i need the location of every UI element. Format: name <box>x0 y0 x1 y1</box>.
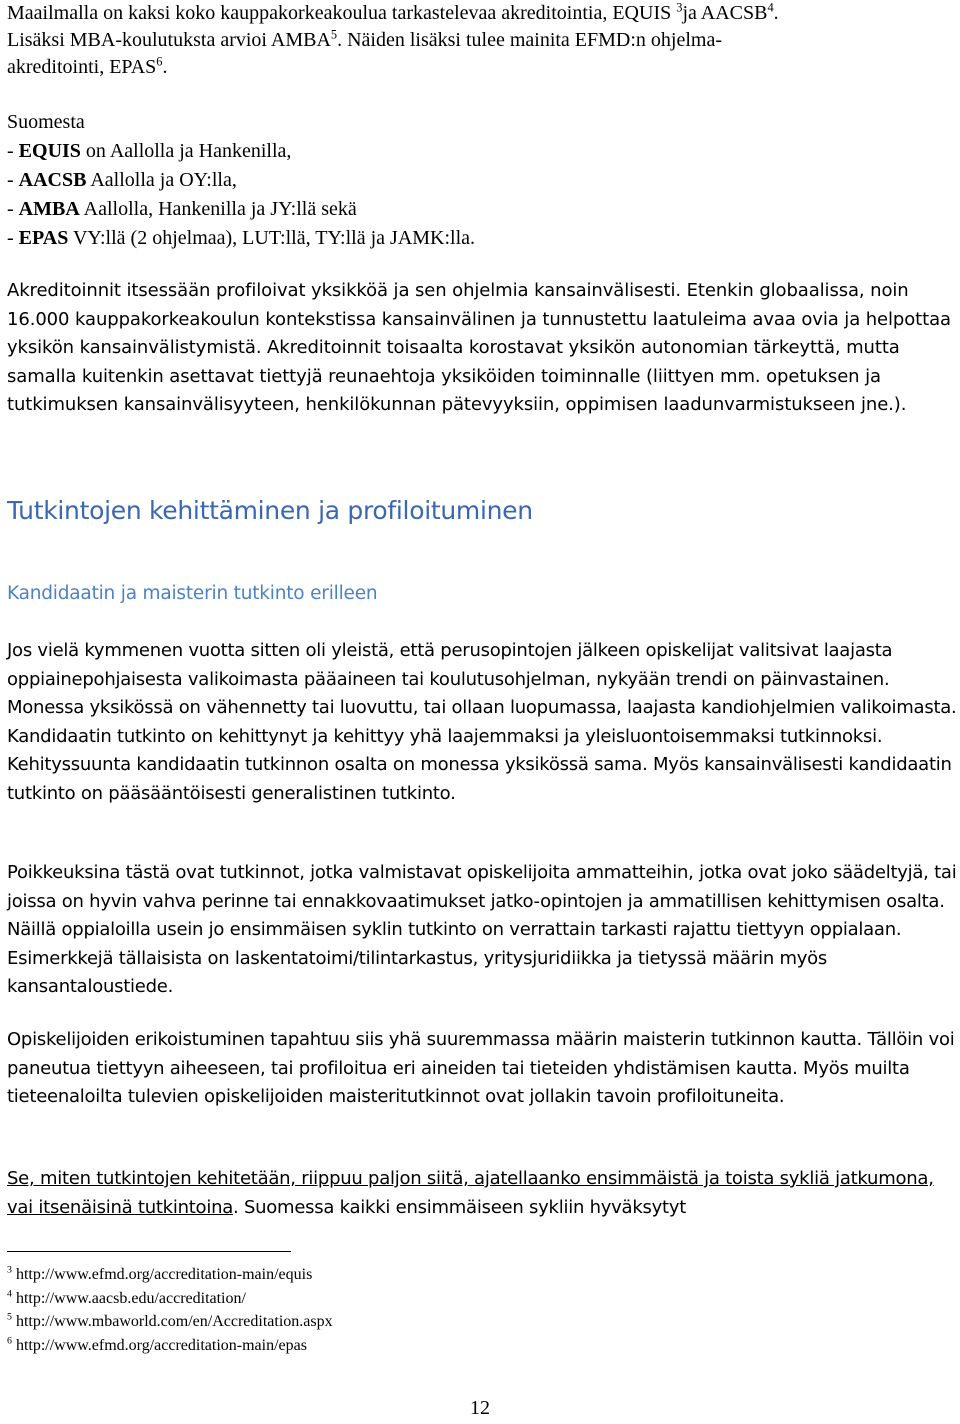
footnote-link[interactable]: http://www.aacsb.edu/accreditation/ <box>11 1289 246 1307</box>
paragraph-text: . Suomessa kaikki ensimmäiseen sykliin hyväksytyt <box>233 1196 687 1218</box>
footnote-link[interactable]: http://www.efmd.org/accreditation-main/equis <box>11 1266 313 1283</box>
subsection-heading: Kandidaatin ja maisterin tutkinto erilleen <box>7 583 378 604</box>
intro-text: ja AACSB <box>682 2 768 24</box>
list-item: - EQUIS on Aallolla ja Hankenilla, <box>7 140 292 162</box>
footnote-number: 6 <box>7 1335 12 1347</box>
footnote <box>7 1310 333 1334</box>
footnote-divider <box>7 1251 291 1252</box>
list-item: - AACSB Aallolla ja OY:lla, <box>7 169 237 191</box>
footnote-number: 4 <box>7 1288 12 1300</box>
footnote-number: 3 <box>7 1264 12 1276</box>
intro-text: akreditointi, EPAS <box>7 56 157 78</box>
footnote <box>7 1334 333 1358</box>
intro-text: . <box>162 56 168 78</box>
finland-accreditation-list <box>7 108 475 253</box>
list-item: - AMBA Aallolla, Hankenilla ja JY:llä sekä <box>7 198 357 220</box>
list-heading: Suomesta <box>7 111 85 133</box>
footnote-link[interactable]: http://www.mbaworld.com/en/Accreditation.aspx <box>11 1313 333 1330</box>
accreditation-name: EPAS <box>18 227 69 249</box>
accreditation-name: EQUIS <box>18 140 81 162</box>
page-number: 12 <box>470 1397 490 1419</box>
intro-text: Lisäksi MBA-koulutuksta arvioi AMBA <box>7 29 331 51</box>
specialization-paragraph: Opiskelijoiden erikoistuminen tapahtuu siis yhä suuremmassa määrin maisterin tutkinnon kautta. Tällöin voi paneutua tiettyyn aiheeseen, tai profiloitua eri aineiden tai tieteiden yhdistämisen kautta. Myös muilta tieteenaloilta tulevien opiskelijoiden maisteritutkinnot ovat jollakin tavoin profiloituneita. <box>7 1029 955 1107</box>
footnotes <box>7 1263 333 1357</box>
footnote-link[interactable]: http://www.efmd.org/accreditation-main/epas <box>11 1336 307 1354</box>
underlined-text: Se, miten tutkintojen kehitetään, riippuu paljon siitä, ajatellaanko ensimmäistä ja toista sykliä jatkumona, vai itsenäisinä tutkintoina <box>7 1168 934 1218</box>
accreditation-name: AACSB <box>18 169 87 191</box>
exceptions-paragraph: Poikkeuksina tästä ovat tutkinnot, jotka valmistavat opiskelijoita ammatteihin, jotka ovat joko säädeltyjä, tai joissa on hyvin vahva perinne tai ennakkovaatimukset jatko-opintojen ja ammatillisen kehittymisen osalta. Näillä oppialoilla usein jo ensimmäisen syklin tutkinto on verrattain tarkasti rajattu tiettyyn oppialaan. Esimerkkejä tällaisista on laskentatoimi/tilintarkastus, yritysjuridiikka ja tietyssä määrin myös kansantaloustiede. <box>7 862 957 997</box>
accreditation-paragraph: Akreditoinnit itsessään profiloivat yksikköä ja sen ohjelmia kansainvälisesti. Etenkin globaalissa, noin 16.000 kauppakorkeakoulun kontekstissa kansainvälinen ja tunnustettu laatuleima avaa ovia ja helpottaa yksikön kansainvälistymistä. Akreditoinnit toisaalta korostavat yksikön autonomian tärkeyttä, mutta samalla kuitenkin asettavat tiettyjä reunaehtoja yksiköiden toiminnalle (liittyen mm. opetuksen ja tutkimuksen kansainvälisyyteen, henkilökunnan pätevyyksiin, oppimisen laadunvarmistukseen jne.). <box>7 280 951 415</box>
last-paragraph <box>7 1165 959 1222</box>
footnote <box>7 1287 333 1311</box>
intro-text: . <box>773 2 779 24</box>
degrees-paragraph: Jos vielä kymmenen vuotta sitten oli yleistä, että perusopintojen jälkeen opiskelijat valitsivat laajasta oppiainepohjaisesta valikoimasta pääaineen tai koulutusohjelman, nykyään trendi on päinvastainen. Monessa yksikössä on vähennetty tai luovuttu, tai ollaan luopumassa, laajasta kandiohjelmien valikoimasta. Kandidaatin tutkinto on kehittynyt ja kehittyy yhä laajemmaksi ja yleisluontoisemmaksi tutkinnoksi. Kehityssuunta kandidaatin tutkinnon osalta on monessa yksikössä sama. Myös kansainvälisesti kandidaatin tutkinto on pääsääntöisesti generalistinen tutkinto. <box>7 640 957 804</box>
footnote-ref: 5 <box>330 27 338 42</box>
intro-text: . Näiden lisäksi tulee mainita EFMD:n ohjelma- <box>337 29 723 51</box>
list-item: - EPAS VY:llä (2 ohjelmaa), LUT:llä, TY:llä ja JAMK:lla. <box>7 227 476 249</box>
footnote-number: 5 <box>7 1311 12 1323</box>
intro-paragraph <box>7 0 947 81</box>
footnote-ref: 4 <box>767 0 774 15</box>
accreditation-name: AMBA <box>18 198 80 220</box>
footnote-ref: 3 <box>676 0 683 15</box>
intro-text: Maailmalla on kaksi koko kauppakorkeakoulua tarkastelevaa akreditointia, EQUIS <box>7 2 677 24</box>
footnote <box>7 1263 333 1287</box>
footnote-ref: 6 <box>156 54 163 69</box>
section-heading: Tutkintojen kehittäminen ja profiloituminen <box>7 496 533 525</box>
